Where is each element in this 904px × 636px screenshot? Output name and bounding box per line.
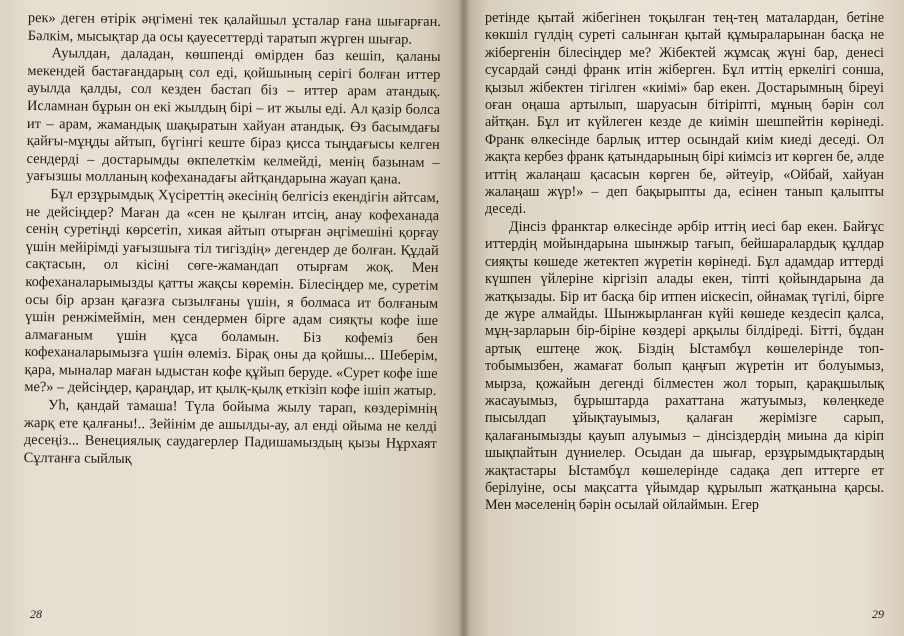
right-paragraph-1: ретінде қытай жібегінен тоқылған тең-тең маталардан, бетіне көкшіл гүлдің суреті салынған қытай құмыраларынан басқа не жібергенін білесіңдер ме? Жібектей жұмсақ жүні бар, денесі сусардай сәнді франк итін жіберген. Бұл иттің еркелігі соншa, қызыл жібектен тігілген «киімі» бар екен. Достарымның біреуі оған оңаша артылып, шаруасын бітіріпті, мұның бәрін сол айтқан. Бұл ит күйлеген кезде де киімін шешпейтін көрінеді. Франк өлкесінде барлық иттер осындай киім киеді деседі. Ол жақта кербез франк қатындарының бірі киімсіз ит көрген бе, әлде иттің жалаңаш қасасын көрген бе, әйтеуір, «Ойбай, хайуан жалаңаш жүр!» – деп бақырыпты да, есінен танып қалыпты деседі. xyxy=(485,10,884,218)
left-page-number: 28 xyxy=(30,607,42,621)
left-page-text xyxy=(24,10,441,471)
right-page-text xyxy=(485,10,884,515)
right-page-number: 29 xyxy=(872,607,884,621)
left-paragraph-4: Уһ, қандай тамаша! Түла бойыма жылу тарап, көздерімнің жарқ ете қалғаны!.. Зейінім де ашылды-ау, ал енді ойыма не келді десеңіз... Венециялық саудагерлер Падишамыздың қызы Нұрхаят Сұлтанға сыйлық xyxy=(23,397,438,467)
left-paragraph-2: Ауылдан, даладан, көшпенді өмірден баз кешіп, қаланы мекендей бастағандарың сол еді, қойшының серігі болған иттер ауылда қалды, сол кезден бастап біз – иттер арам атандық. Исламнан бұрын он екі жылдың бірі – ит жылы еді. Ал қазір болса ит – арам, жамандық шақыратын хайуан атандық. Өз басымдағы қайғы-мұңды айтып, бүгінгі кеште біраз қисса тыңдағысы келген сендерді – достарымды өкпелеткім келмейді, менің базынам – уағызшы молланың кофеханадағы айтқандарына жауап қана. xyxy=(26,45,441,188)
right-page xyxy=(463,0,904,636)
right-paragraph-2: Дінсіз франктар өлкесінде әрбір иттің иесі бар екен. Байғұс иттердің мойындарына шынжыр тағып, бейшаралардық құлдар сияқты көшеде жетектеп жүретін көрінеді. Бұл адамдар иттерді күшпен үйлеріне кіргізіп алады екен, тіпті қойындарына да жатқызады. Бір ит басқа бір итпен иіскесіп, ойнамақ түгілі, бірге де жүре алмайды. Шынжырланған күйі көшеде кездесіп қалса, мұң-зарларын бір-біріне көздері арқылы білдіреді. Бітті, бұдан артық ештеңе жоқ. Біздің Ыстамбұл көшелеріндe топ-тобымызбен, жамағат болып қаңғып жүретін ит болуымыз, мырза, қожайын дегенді білместен жол торып, қарақшылық жасауымыз, бұрыштарда рахаттана жатуымыз, көлеңкеде пысылдап ұйықтауымыз, қалаған жерімізге сарып, қалағанымызды қауып алуымыз – дінсіздердің миына да кіріп шықпайтын дүниелер. Осыдан да шығар, ерзұрымдықтардың жақтастары Ыстамбұл көшелерінде садақа деп иттерге ет берілуіне, осы мақсатта үйымдар құрылып жатқанына қарсы. Мен мәселенің бәрін осылай ойлаймын. Егер xyxy=(485,218,884,514)
left-paragraph-3: Бұл ерзұрымдық Хүсіреттің әкесінің белгісіз екендігін айтсам, не дейсіңдер? Маған да «сен не қылған итсің, анау кофеханада сенің суретіңді көрсетіп, хикая айтып отырған әңгімешіні қорғау үшін мейірімді уағызшыға тіл тигіздің» дегендер де болған. Құдай сақтасын, ол кісіні сөге-жамандап отырғам жоқ. Мен кофеханаларымызды қатты жақсы көремін. Білесіңдер ме, суретім осы бір арзан қағазға сызылғаны үшін, я болмаса ит болғаным үшін ренжімеймін, мен сендермен бірге адам сияқты кофе іше алмағаным үшін құса боламын. Біз кофеміз бен кофеханаларымызға үшін өлеміз. Бірақ оны да қойшы... Шеберім, қара, мыналар маған ыдыстан кофе құйып беруде. «Сурет кофе іше ме?» – дейсіңдер, қараңдар, ит қылқ-қылқ еткізіп кофе ішіп жатыр. xyxy=(24,186,440,400)
left-paragraph-1: рек» деген өтірік әңгімені тек қалайшыл ұсталар ғана шығарған. Бәлкім, мысықтар да осы қауесеттерді таратып жүрген шығар. xyxy=(27,10,441,48)
